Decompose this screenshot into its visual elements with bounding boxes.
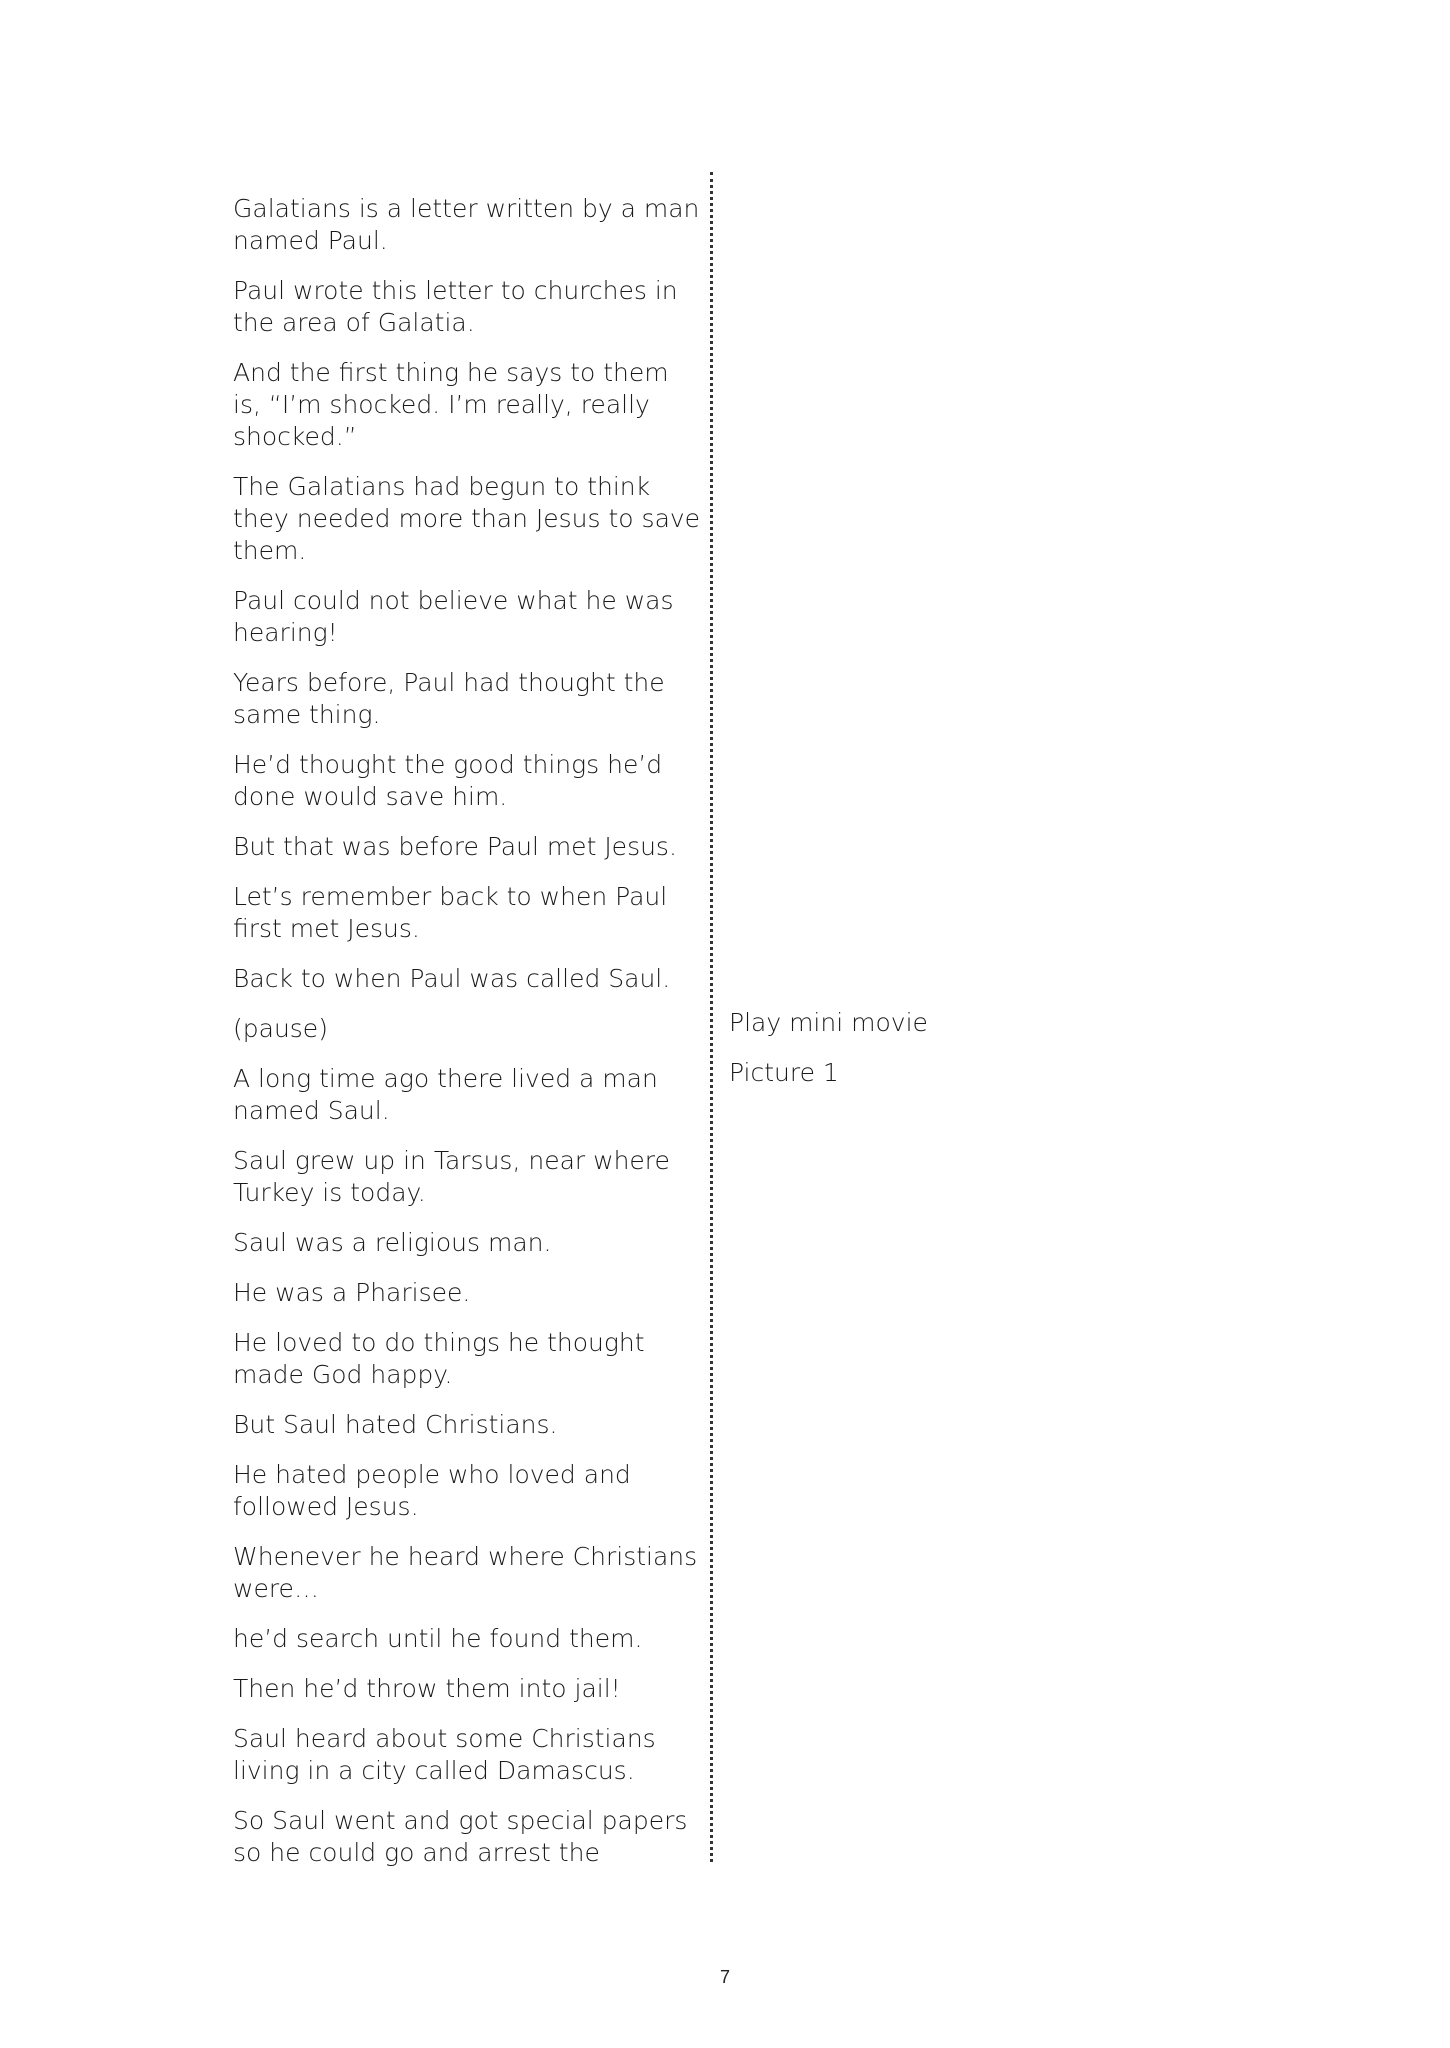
- script-paragraph: But Saul hated Christians.: [233, 1410, 558, 1439]
- script-paragraph: The Galatians had begun to think they needed more than Jesus to save them.: [233, 472, 701, 565]
- script-paragraph: Back to when Paul was called Saul.: [233, 964, 671, 993]
- note-picture-1: Picture 1: [729, 1058, 839, 1087]
- script-paragraph-pause: (pause): [233, 1014, 328, 1043]
- script-paragraph: He was a Pharisee.: [233, 1278, 471, 1307]
- column-divider: [710, 172, 713, 1862]
- script-paragraph: he’d search until he found them.: [233, 1624, 643, 1653]
- script-paragraph: Saul was a religious man.: [233, 1228, 552, 1257]
- script-paragraph: Years before, Paul had thought the same thing.: [233, 668, 665, 729]
- script-paragraph: Paul could not believe what he was hearing!: [233, 586, 674, 647]
- script-paragraph: He hated people who loved and followed Jesus.: [233, 1460, 631, 1521]
- script-paragraph: But that was before Paul met Jesus.: [233, 832, 677, 861]
- script-paragraph: Let’s remember back to when Paul first met Jesus.: [233, 882, 668, 943]
- script-paragraph: Whenever he heard where Christians were…: [233, 1542, 698, 1603]
- script-paragraph: A long time ago there lived a man named Saul.: [233, 1064, 658, 1125]
- script-paragraph: Then he’d throw them into jail!: [233, 1674, 621, 1703]
- script-paragraph: Galatians is a letter written by a man named Paul.: [233, 194, 700, 255]
- script-paragraph: And the first thing he says to them is, “I’m shocked. I’m really, really shocked.”: [233, 358, 669, 451]
- script-paragraph: Saul heard about some Christians living in a city called Damascus.: [233, 1724, 656, 1785]
- script-paragraph: He’d thought the good things he’d done would save him.: [233, 750, 663, 811]
- script-paragraph: He loved to do things he thought made God happy.: [233, 1328, 645, 1389]
- page-number: 7: [719, 1967, 730, 1987]
- script-paragraph: Saul grew up in Tarsus, near where Turkey is today.: [233, 1146, 670, 1207]
- script-column: [233, 193, 703, 1887]
- script-paragraph: So Saul went and got special papers so he could go and arrest the: [233, 1806, 688, 1867]
- note-play-mini-movie: Play mini movie: [729, 1008, 928, 1037]
- script-paragraph: Paul wrote this letter to churches in the area of Galatia.: [233, 276, 678, 337]
